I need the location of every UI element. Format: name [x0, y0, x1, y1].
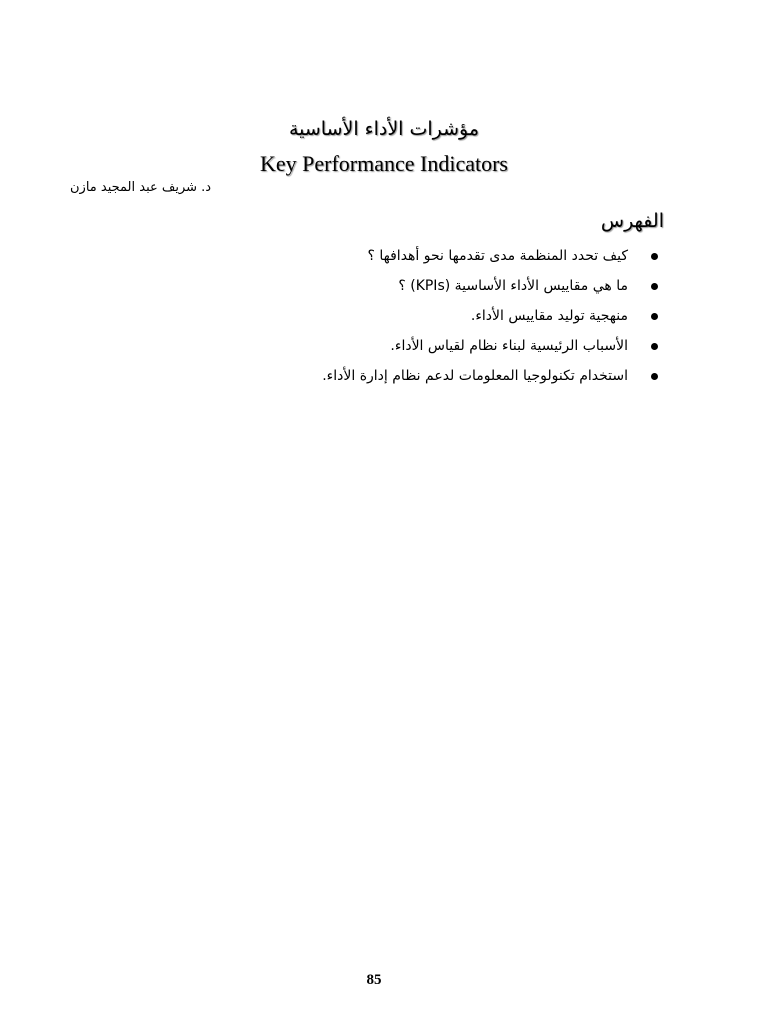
toc-heading: الفهرس	[600, 210, 664, 232]
toc-item-text: كيف تحدد المنظمة مدى تقدمها نحو أهدافها ؟	[367, 248, 628, 264]
toc-item-text: استخدام تكنولوجيا المعلومات لدعم نظام إدارة الأداء.	[322, 368, 628, 384]
bullet-icon	[651, 373, 658, 380]
document-title-arabic: مؤشرات الأداء الأساسية	[288, 118, 480, 140]
toc-item	[322, 244, 658, 274]
toc-item	[322, 274, 658, 304]
page-number: 85	[366, 972, 382, 988]
bullet-icon	[651, 313, 658, 320]
document-title-english: Key Performance Indicators	[259, 151, 508, 176]
toc-item-text: منهجية توليد مقاييس الأداء.	[470, 308, 628, 324]
author-name: د. شريف عبد المجيد مازن	[70, 180, 212, 195]
bullet-icon	[651, 283, 658, 290]
bullet-icon	[651, 343, 658, 350]
bullet-icon	[651, 253, 658, 260]
toc-list	[322, 244, 658, 394]
toc-item-text: الأسباب الرئيسية لبناء نظام لقياس الأداء.	[390, 338, 628, 354]
toc-item-text: ما هي مقاييس الأداء الأساسية (KPIs) ؟	[398, 278, 628, 294]
toc-item	[322, 304, 658, 334]
toc-item	[322, 334, 658, 364]
toc-item	[322, 364, 658, 394]
